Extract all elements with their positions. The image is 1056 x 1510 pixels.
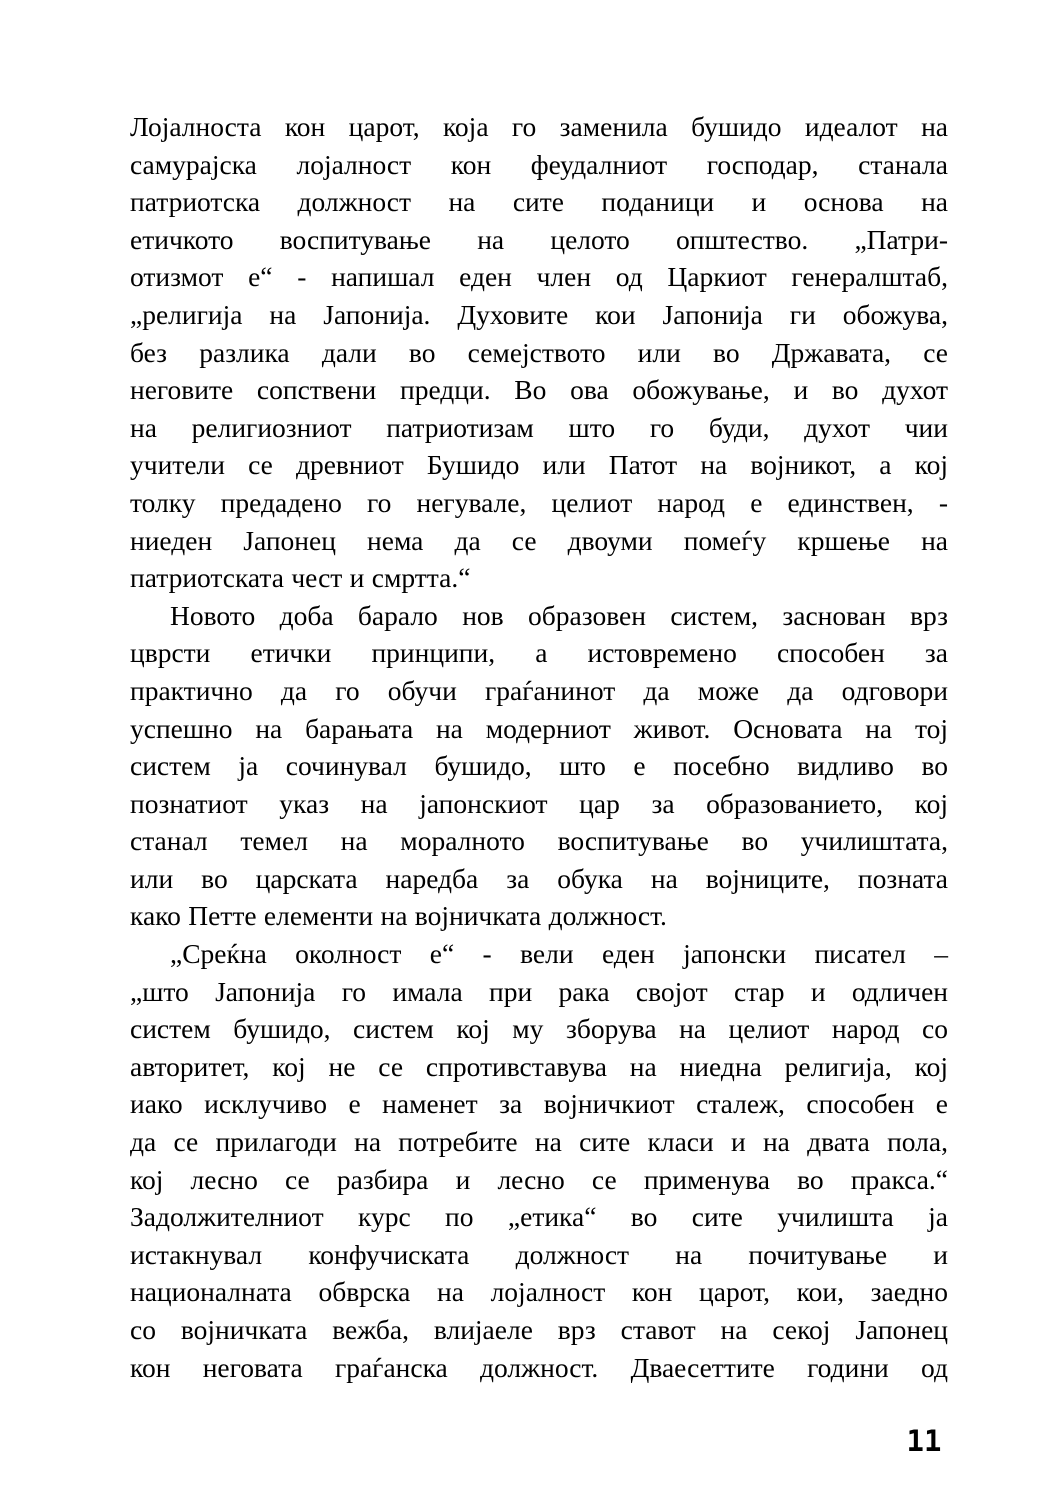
- text-line: Лојалноста кон царот, која го заменила бушидо идеалот на: [130, 111, 948, 142]
- body-text: [130, 108, 948, 1386]
- text-line: националната обврска на лојалност кон царот, кои, заедно: [130, 1276, 948, 1308]
- text-line: „религија на Јапонија. Духовите кои Јапонија ги обожува,: [130, 298, 948, 330]
- text-line: самурајска лојалност кон феудалниот господар, станала: [130, 148, 948, 180]
- text-line: неговите сопствени предци. Во ова обожување, и во духот: [130, 374, 948, 406]
- text-line: цврсти етички принципи, а истовремено способен за: [130, 637, 948, 669]
- text-line: истакнувал конфучиската должност на почитување и: [130, 1238, 948, 1270]
- text-line: практично да го обучи граѓанинот да може да одговори: [130, 674, 948, 706]
- text-line: „Среќна околност е“ - вели еден јапонски писател –: [170, 938, 948, 970]
- text-line: кој лесно се разбира и лесно се применува во пракса.“: [130, 1163, 948, 1195]
- text-line: ниеден Јапонец нема да се двоуми помеѓу кршење на: [130, 524, 948, 556]
- text-line: учители се древниот Бушидо или Патот на војникот, а кој: [130, 449, 948, 481]
- text-line: Новото доба барало нов образовен систем, заснован врз: [170, 599, 948, 631]
- page-number: 11: [906, 1424, 942, 1458]
- text-line: систем ја сочинувал бушидо, што е посебно видливо во: [130, 750, 948, 782]
- text-line: успешно на барањата на модерниот живот. Основата на тој: [130, 712, 948, 744]
- text-line: на религиозниот патриотизам што го буди, духот чии: [130, 411, 948, 443]
- text-line: познатиот указ на јапонскиот цар за образованието, кој: [130, 787, 948, 819]
- text-line: отизмот е“ - напишал еден член од Царкиот генералштаб,: [130, 261, 948, 293]
- text-line: „што Јапонија го имала при рака својот стар и одличен: [130, 975, 948, 1007]
- text-line: како Петте елементи на војничката должност.: [130, 900, 667, 932]
- text-line: кон неговата граѓанска должност. Дваесеттите години од: [130, 1351, 948, 1383]
- text-line: да се прилагоди на потребите на сите класи и на двата пола,: [130, 1126, 948, 1158]
- text-line: авторитет, кој не се спротивставува на ниедна религија, кој: [130, 1050, 948, 1082]
- text-line: станал темел на моралното воспитување во училиштата,: [130, 825, 948, 857]
- text-line: Задолжителниот курс по „етика“ во сите училишта ја: [130, 1201, 948, 1233]
- text-line: етичкото воспитување на целото општество. „Патри-: [130, 223, 948, 255]
- text-line: патриотска должност на сите поданици и основа на: [130, 186, 948, 218]
- text-line: патриотската чест и смртта.“: [130, 562, 471, 594]
- text-line: систем бушидо, систем кој му зборува на целиот народ со: [130, 1013, 948, 1045]
- text-line: со војничката вежба, влијаеле врз ставот на секој Јапонец: [130, 1314, 948, 1345]
- text-line: без разлика дали во семејството или во Државата, се: [130, 336, 948, 368]
- text-line: иако исклучиво е наменет за војничкиот сталеж, способен е: [130, 1088, 948, 1120]
- text-line: или во царската наредба за обука на војниците, позната: [130, 862, 948, 894]
- text-line: толку предадено го негувале, целиот народ е единствен, -: [130, 486, 948, 518]
